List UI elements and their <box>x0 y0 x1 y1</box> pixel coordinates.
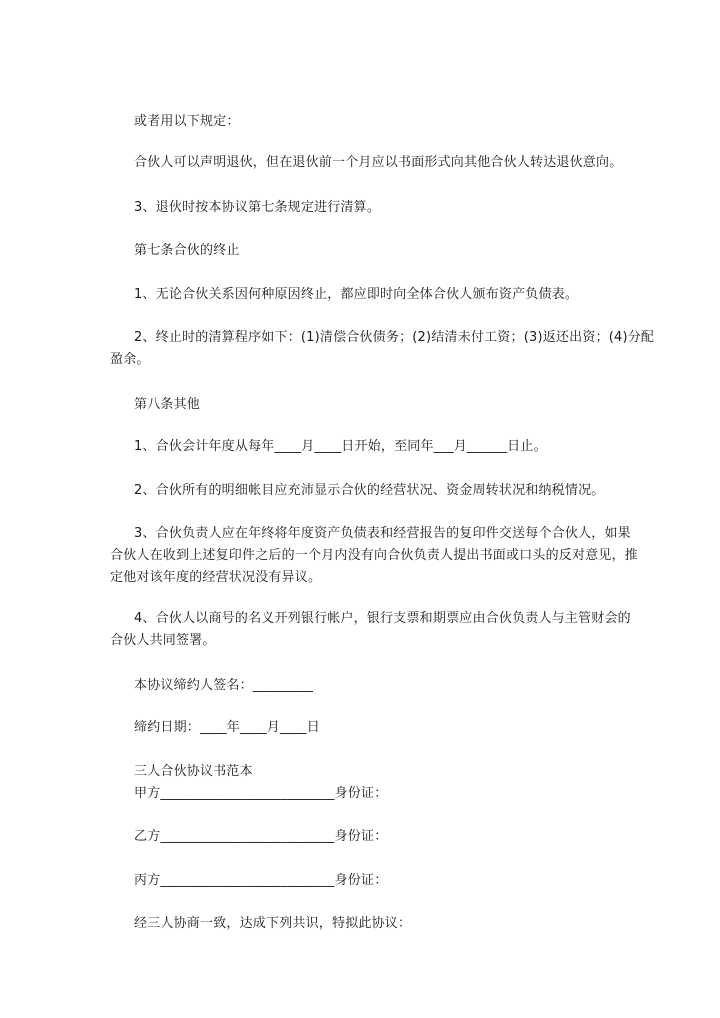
paragraph-withdrawal-notice <box>110 152 623 174</box>
text-line: 盈余。 <box>110 352 150 367</box>
signing-date-line <box>110 717 618 739</box>
text-line: 2、终止时的清算程序如下：(1)清偿合伙债务；(2)结清未付工资；(3)返还出资；(4)分配 <box>134 330 655 345</box>
text-line: 合伙人可以声明退伙，但在退伙前一个月应以书面形式向其他合伙人转达退伙意向。 <box>134 155 623 170</box>
paragraph-fiscal-year <box>110 436 618 458</box>
text-line: 三人合伙协议书范本 <box>134 764 253 779</box>
paragraph-bank-account <box>110 608 631 652</box>
text-line: 定他对该年度的经营状况没有异议。 <box>110 570 322 585</box>
text-line: 甲方__________________________身份证： <box>134 786 388 801</box>
text-line: 1、无论合伙关系因何种原因终止，都应即时向全体合伙人颁布资产负债表。 <box>134 287 579 302</box>
paragraph-accounts <box>110 480 618 502</box>
text-line: 2、合伙所有的明细帐目应充沛显示合伙的经营状况、资金周转状况和纳税情况。 <box>134 483 605 498</box>
text-line: 经三人协商一致，达成下列共识，特拟此协议： <box>134 916 412 931</box>
section-heading-article-8 <box>110 394 618 416</box>
template-title-and-party-a <box>110 761 618 805</box>
text-line: 乙方__________________________身份证： <box>134 829 388 844</box>
paragraph-withdrawal-settlement <box>110 197 618 219</box>
text-line: 1、合伙会计年度从每年____月____日开始，至同年___月______日止。 <box>134 439 547 454</box>
text-line: 3、合伙负责人应在年终将年度资产负债表和经营报告的复印件交送每个合伙人，如果 <box>134 526 631 541</box>
paragraph-agreement-consensus <box>110 913 618 935</box>
paragraph-termination-balance-sheet <box>110 284 618 306</box>
party-c-line <box>110 870 618 892</box>
section-heading-article-7 <box>110 240 618 262</box>
text-line: 合伙人共同签署。 <box>110 633 216 648</box>
paragraph-alternative-rule <box>110 111 618 133</box>
text-line: 第八条其他 <box>134 397 201 412</box>
paragraph-liquidation-procedure <box>110 327 655 371</box>
text-line: 4、合伙人以商号的名义开列银行帐户，银行支票和期票应由合伙负责人与主管财会的 <box>134 611 631 626</box>
text-line: 或者用以下规定： <box>134 114 240 129</box>
text-line: 3、退伙时按本协议第七条规定进行清算。 <box>134 200 381 215</box>
paragraph-annual-report <box>110 523 639 589</box>
text-line: 缔约日期：____年____月____日 <box>134 720 321 735</box>
text-line: 本协议缔约人签名：_________ <box>134 678 314 693</box>
text-line: 第七条合伙的终止 <box>134 243 240 258</box>
party-b-line <box>110 826 618 848</box>
signature-line <box>110 675 618 697</box>
text-line: 合伙人在收到上述复印件之后的一个月内没有向合伙负责人提出书面或口头的反对意见，推 <box>110 548 639 563</box>
text-line: 丙方__________________________身份证： <box>134 873 388 888</box>
